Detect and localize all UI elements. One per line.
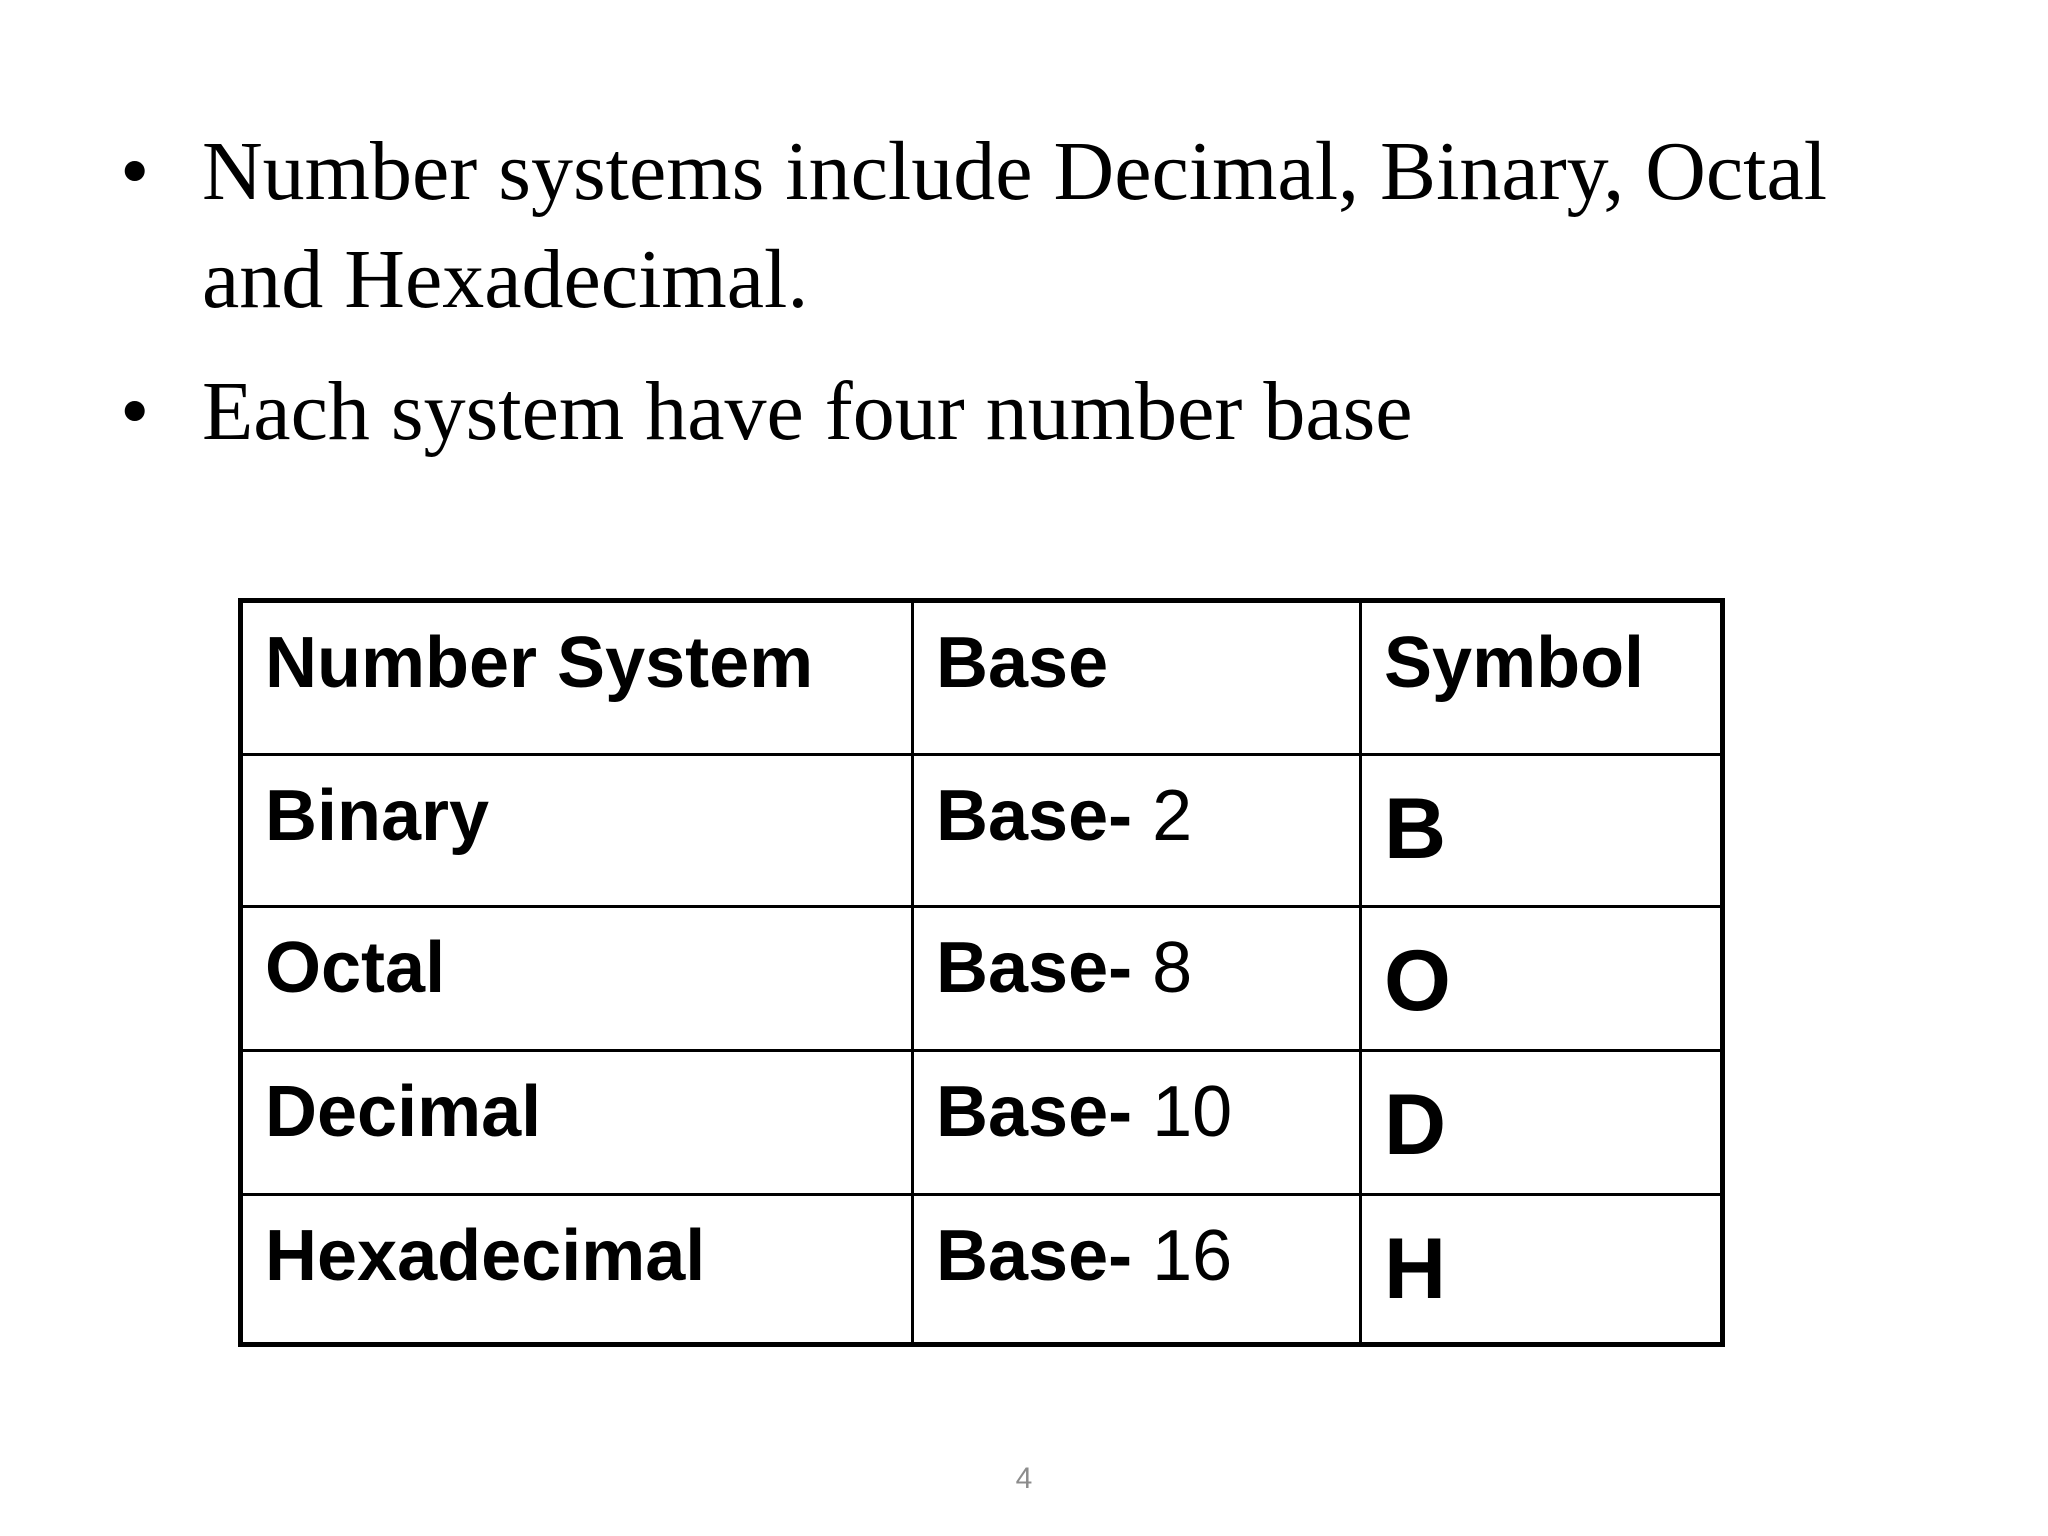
base-value: 2: [1152, 776, 1193, 856]
bullet-dot: •: [120, 365, 150, 458]
base-value: 16: [1152, 1216, 1233, 1296]
base-prefix: Base-: [936, 1216, 1133, 1296]
bullet-item: [120, 358, 1920, 466]
number-system-table: [238, 598, 1725, 1347]
header-cell-symbol: Symbol: [1361, 601, 1723, 755]
base-value: 10: [1152, 1072, 1233, 1152]
bullet-text: Number systems include Decimal, Binary, Octal and Hexadecimal.: [202, 125, 1828, 326]
bullet-text: Each system have four number base: [202, 365, 1413, 458]
base-value: 8: [1152, 928, 1193, 1008]
base-cell: [913, 1051, 1361, 1195]
bullet-item: [120, 118, 1920, 334]
base-prefix: Base-: [936, 928, 1133, 1008]
bullet-dot: •: [120, 125, 150, 218]
system-cell: Decimal: [241, 1051, 913, 1195]
base-cell: [913, 907, 1361, 1051]
base-prefix: Base-: [936, 1072, 1133, 1152]
symbol-cell: D: [1361, 1051, 1723, 1195]
table-row: [241, 1051, 1723, 1195]
system-cell: Binary: [241, 755, 913, 907]
system-cell: Octal: [241, 907, 913, 1051]
base-cell: [913, 755, 1361, 907]
symbol-cell: O: [1361, 907, 1723, 1051]
base-prefix: Base-: [936, 776, 1133, 856]
table-row: [241, 907, 1723, 1051]
table-row: [241, 1195, 1723, 1345]
symbol-cell: H: [1361, 1195, 1723, 1345]
system-cell: Hexadecimal: [241, 1195, 913, 1345]
header-cell-number-system: Number System: [241, 601, 913, 755]
symbol-cell: B: [1361, 755, 1723, 907]
bullet-list: [120, 118, 1920, 490]
number-system-table-wrapper: [238, 598, 1725, 1347]
base-cell: [913, 1195, 1361, 1345]
table-row: [241, 755, 1723, 907]
page-number: 4: [1015, 1462, 1033, 1495]
header-cell-base: Base: [913, 601, 1361, 755]
table-header-row: [241, 601, 1723, 755]
